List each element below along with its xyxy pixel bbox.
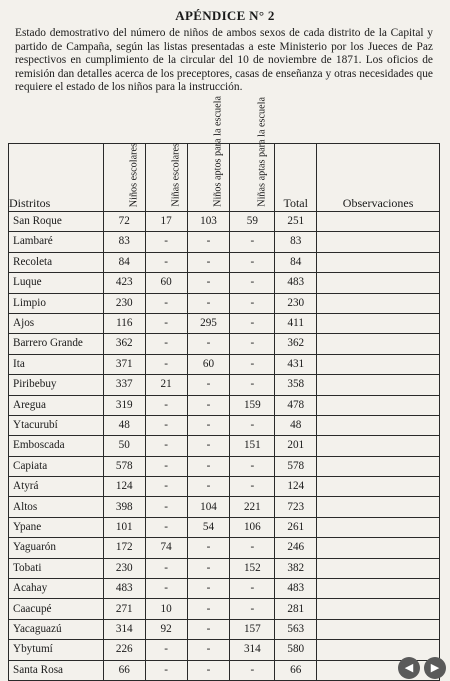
cell-ninas-escolares: 21 xyxy=(145,375,187,395)
cell-total: 431 xyxy=(275,354,317,374)
cell-ninas-escolares: - xyxy=(145,477,187,497)
cell-ninos-escolares: 314 xyxy=(103,619,145,639)
cell-distrito: Yaguarón xyxy=(9,538,104,558)
cell-observaciones xyxy=(317,436,440,456)
table-row xyxy=(9,354,440,374)
cell-observaciones xyxy=(317,619,440,639)
cell-distrito: Caacupé xyxy=(9,599,104,619)
cell-distrito: Yacaguazú xyxy=(9,619,104,639)
cell-ninas-escolares: - xyxy=(145,415,187,435)
table-row xyxy=(9,334,440,354)
chevron-right-icon: ▶ xyxy=(430,661,440,674)
cell-total: 66 xyxy=(275,660,317,680)
next-page-button[interactable] xyxy=(424,657,446,679)
cell-total: 478 xyxy=(275,395,317,415)
cell-distrito: Ybytumí xyxy=(9,640,104,660)
table-body xyxy=(9,212,440,681)
cell-ninas-escolares: - xyxy=(145,579,187,599)
cell-ninas-escolares: - xyxy=(145,456,187,476)
cell-ninos-escolares: 124 xyxy=(103,477,145,497)
cell-distrito: Piribebuy xyxy=(9,375,104,395)
table-row xyxy=(9,538,440,558)
cell-ninas-aptas: 221 xyxy=(230,497,275,517)
cell-ninos-escolares: 337 xyxy=(103,375,145,395)
cell-distrito: Ypane xyxy=(9,517,104,537)
cell-total: 578 xyxy=(275,456,317,476)
cell-distrito: Recoleta xyxy=(9,252,104,272)
header-total: Total xyxy=(275,144,317,212)
cell-ninos-escolares: 423 xyxy=(103,273,145,293)
table-row xyxy=(9,252,440,272)
cell-distrito: Lambaré xyxy=(9,232,104,252)
cell-ninas-escolares: - xyxy=(145,497,187,517)
cell-total: 246 xyxy=(275,538,317,558)
table-row xyxy=(9,375,440,395)
cell-ninas-aptas: - xyxy=(230,232,275,252)
cell-ninos-escolares: 371 xyxy=(103,354,145,374)
cell-distrito: Atyrá xyxy=(9,477,104,497)
cell-ninas-aptas: - xyxy=(230,660,275,680)
cell-total: 563 xyxy=(275,619,317,639)
header-ninas-aptas-label: Niñas aptas para la escuela xyxy=(256,97,268,207)
cell-observaciones xyxy=(317,415,440,435)
cell-observaciones xyxy=(317,313,440,333)
cell-ninos-escolares: 116 xyxy=(103,313,145,333)
cell-ninos-aptos: - xyxy=(187,375,230,395)
cell-ninas-aptas: - xyxy=(230,579,275,599)
cell-ninos-escolares: 230 xyxy=(103,558,145,578)
cell-distrito: Limpio xyxy=(9,293,104,313)
cell-total: 201 xyxy=(275,436,317,456)
cell-ninos-aptos: - xyxy=(187,579,230,599)
cell-ninas-escolares: - xyxy=(145,517,187,537)
cell-ninas-aptas: - xyxy=(230,334,275,354)
cell-ninos-escolares: 226 xyxy=(103,640,145,660)
header-ninos-escolares xyxy=(103,144,145,212)
cell-distrito: Ytacurubí xyxy=(9,415,104,435)
cell-ninas-aptas: - xyxy=(230,375,275,395)
table-row xyxy=(9,579,440,599)
cell-ninas-aptas: 159 xyxy=(230,395,275,415)
cell-ninas-escolares: - xyxy=(145,334,187,354)
cell-ninas-escolares: 60 xyxy=(145,273,187,293)
cell-ninos-escolares: 362 xyxy=(103,334,145,354)
cell-ninos-aptos: - xyxy=(187,640,230,660)
cell-ninos-aptos: - xyxy=(187,232,230,252)
header-observaciones: Observaciones xyxy=(317,144,440,212)
cell-total: 83 xyxy=(275,232,317,252)
previous-page-button[interactable] xyxy=(398,657,420,679)
cell-distrito: Luque xyxy=(9,273,104,293)
cell-distrito: Capiata xyxy=(9,456,104,476)
cell-ninos-aptos: - xyxy=(187,599,230,619)
cell-ninos-aptos: - xyxy=(187,293,230,313)
cell-ninos-escolares: 83 xyxy=(103,232,145,252)
table-row xyxy=(9,436,440,456)
cell-ninos-escolares: 72 xyxy=(103,212,145,232)
cell-distrito: Barrero Grande xyxy=(9,334,104,354)
cell-observaciones xyxy=(317,395,440,415)
cell-total: 48 xyxy=(275,415,317,435)
table-row xyxy=(9,558,440,578)
cell-ninas-escolares: - xyxy=(145,660,187,680)
cell-ninas-aptas: - xyxy=(230,415,275,435)
cell-ninos-escolares: 578 xyxy=(103,456,145,476)
cell-ninos-aptos: - xyxy=(187,436,230,456)
table-row xyxy=(9,640,440,660)
cell-observaciones xyxy=(317,456,440,476)
cell-distrito: Aregua xyxy=(9,395,104,415)
cell-total: 723 xyxy=(275,497,317,517)
cell-ninos-aptos: 103 xyxy=(187,212,230,232)
cell-ninos-aptos: - xyxy=(187,477,230,497)
header-distritos: Distritos xyxy=(9,144,104,212)
cell-ninos-escolares: 101 xyxy=(103,517,145,537)
cell-ninas-aptas: - xyxy=(230,252,275,272)
cell-total: 411 xyxy=(275,313,317,333)
cell-total: 580 xyxy=(275,640,317,660)
cell-ninos-escolares: 483 xyxy=(103,579,145,599)
cell-ninos-aptos: 54 xyxy=(187,517,230,537)
cell-ninas-aptas: - xyxy=(230,354,275,374)
cell-ninos-escolares: 319 xyxy=(103,395,145,415)
table-row xyxy=(9,415,440,435)
cell-distrito: San Roque xyxy=(9,212,104,232)
cell-ninas-aptas: - xyxy=(230,293,275,313)
cell-total: 358 xyxy=(275,375,317,395)
cell-observaciones xyxy=(317,579,440,599)
cell-distrito: Acahay xyxy=(9,579,104,599)
cell-ninos-escolares: 84 xyxy=(103,252,145,272)
cell-ninas-escolares: 74 xyxy=(145,538,187,558)
cell-observaciones xyxy=(317,538,440,558)
cell-total: 124 xyxy=(275,477,317,497)
cell-total: 84 xyxy=(275,252,317,272)
cell-ninos-aptos: - xyxy=(187,415,230,435)
cell-ninas-aptas: - xyxy=(230,538,275,558)
cell-ninas-aptas: 59 xyxy=(230,212,275,232)
cell-ninas-escolares: 92 xyxy=(145,619,187,639)
table-header-row xyxy=(9,144,440,212)
cell-ninos-escolares: 398 xyxy=(103,497,145,517)
cell-ninas-escolares: 10 xyxy=(145,599,187,619)
intro-paragraph: Estado demostrativo del número de niños de ambos sexos de cada distrito de la Capital y partido de Campaña, según las listas presentadas a este Ministerio por los Jueces de Paz respectivos en cumplimiento de la circular del 10 de noviembre de 1871. Los oficios de remisión dan detalles acerca de los preceptores, casas de enseñanza y otras necesidades que requiere el estado de los niños para la instrucción. xyxy=(15,27,433,94)
cell-total: 251 xyxy=(275,212,317,232)
header-ninas-aptas xyxy=(230,97,275,212)
cell-ninas-escolares: - xyxy=(145,436,187,456)
cell-ninas-aptas: - xyxy=(230,477,275,497)
cell-observaciones xyxy=(317,212,440,232)
cell-ninos-escolares: 172 xyxy=(103,538,145,558)
cell-ninos-aptos: - xyxy=(187,395,230,415)
cell-ninas-aptas: 152 xyxy=(230,558,275,578)
cell-observaciones xyxy=(317,273,440,293)
district-statistics-table xyxy=(8,96,440,681)
cell-observaciones xyxy=(317,477,440,497)
table-row xyxy=(9,599,440,619)
cell-observaciones xyxy=(317,252,440,272)
table-row xyxy=(9,395,440,415)
table-row xyxy=(9,660,440,680)
cell-ninas-aptas: 106 xyxy=(230,517,275,537)
cell-ninos-aptos: - xyxy=(187,558,230,578)
table-row xyxy=(9,293,440,313)
cell-distrito: Tobati xyxy=(9,558,104,578)
table-row xyxy=(9,477,440,497)
cell-ninos-aptos: - xyxy=(187,456,230,476)
cell-ninas-escolares: - xyxy=(145,640,187,660)
cell-ninos-aptos: 104 xyxy=(187,497,230,517)
cell-distrito: Ajos xyxy=(9,313,104,333)
cell-observaciones xyxy=(317,599,440,619)
cell-ninas-escolares: - xyxy=(145,313,187,333)
table-row xyxy=(9,232,440,252)
cell-ninos-aptos: 60 xyxy=(187,354,230,374)
cell-observaciones xyxy=(317,517,440,537)
cell-ninas-escolares: 17 xyxy=(145,212,187,232)
cell-distrito: Ita xyxy=(9,354,104,374)
cell-ninas-escolares: - xyxy=(145,354,187,374)
cell-observaciones xyxy=(317,558,440,578)
header-ninos-aptos-label: Niños aptos para la escuela xyxy=(212,96,224,207)
cell-ninas-aptas: 314 xyxy=(230,640,275,660)
table-row xyxy=(9,497,440,517)
cell-ninos-aptos: - xyxy=(187,252,230,272)
cell-ninos-escolares: 230 xyxy=(103,293,145,313)
cell-observaciones xyxy=(317,497,440,517)
appendix-title: APÉNDICE N° 2 xyxy=(175,8,275,23)
cell-total: 483 xyxy=(275,273,317,293)
cell-ninos-escolares: 48 xyxy=(103,415,145,435)
cell-observaciones xyxy=(317,293,440,313)
cell-observaciones xyxy=(317,375,440,395)
cell-ninas-aptas: - xyxy=(230,313,275,333)
cell-ninas-escolares: - xyxy=(145,293,187,313)
cell-ninas-escolares: - xyxy=(145,558,187,578)
cell-observaciones xyxy=(317,354,440,374)
cell-total: 362 xyxy=(275,334,317,354)
table-row xyxy=(9,273,440,293)
cell-ninas-escolares: - xyxy=(145,232,187,252)
table-row xyxy=(9,313,440,333)
cell-observaciones xyxy=(317,334,440,354)
cell-ninas-aptas: 151 xyxy=(230,436,275,456)
cell-observaciones xyxy=(317,232,440,252)
cell-ninos-aptos: - xyxy=(187,660,230,680)
cell-total: 483 xyxy=(275,579,317,599)
page-navigation xyxy=(398,657,450,679)
header-ninas-escolares xyxy=(145,144,187,212)
table-row xyxy=(9,456,440,476)
cell-ninos-aptos: - xyxy=(187,619,230,639)
cell-distrito: Emboscada xyxy=(9,436,104,456)
table-row xyxy=(9,517,440,537)
header-ninos-aptos xyxy=(187,96,230,212)
table-row xyxy=(9,212,440,232)
cell-ninos-escolares: 66 xyxy=(103,660,145,680)
cell-distrito: Santa Rosa xyxy=(9,660,104,680)
cell-total: 382 xyxy=(275,558,317,578)
cell-ninos-aptos: 295 xyxy=(187,313,230,333)
cell-ninos-aptos: - xyxy=(187,334,230,354)
cell-ninos-escolares: 271 xyxy=(103,599,145,619)
cell-total: 261 xyxy=(275,517,317,537)
cell-ninos-escolares: 50 xyxy=(103,436,145,456)
cell-ninas-aptas: 157 xyxy=(230,619,275,639)
cell-ninas-aptas: - xyxy=(230,273,275,293)
cell-distrito: Altos xyxy=(9,497,104,517)
cell-ninos-aptos: - xyxy=(187,538,230,558)
header-ninos-escolares-label: Niños escolares xyxy=(128,142,140,207)
cell-total: 230 xyxy=(275,293,317,313)
table-row xyxy=(9,619,440,639)
cell-ninas-aptas: - xyxy=(230,456,275,476)
cell-ninas-escolares: - xyxy=(145,252,187,272)
cell-ninas-escolares: - xyxy=(145,395,187,415)
cell-ninos-aptos: - xyxy=(187,273,230,293)
chevron-left-icon: ◀ xyxy=(404,661,414,674)
cell-total: 281 xyxy=(275,599,317,619)
header-ninas-escolares-label: Niñas escolares xyxy=(170,143,182,207)
cell-ninas-aptas: - xyxy=(230,599,275,619)
